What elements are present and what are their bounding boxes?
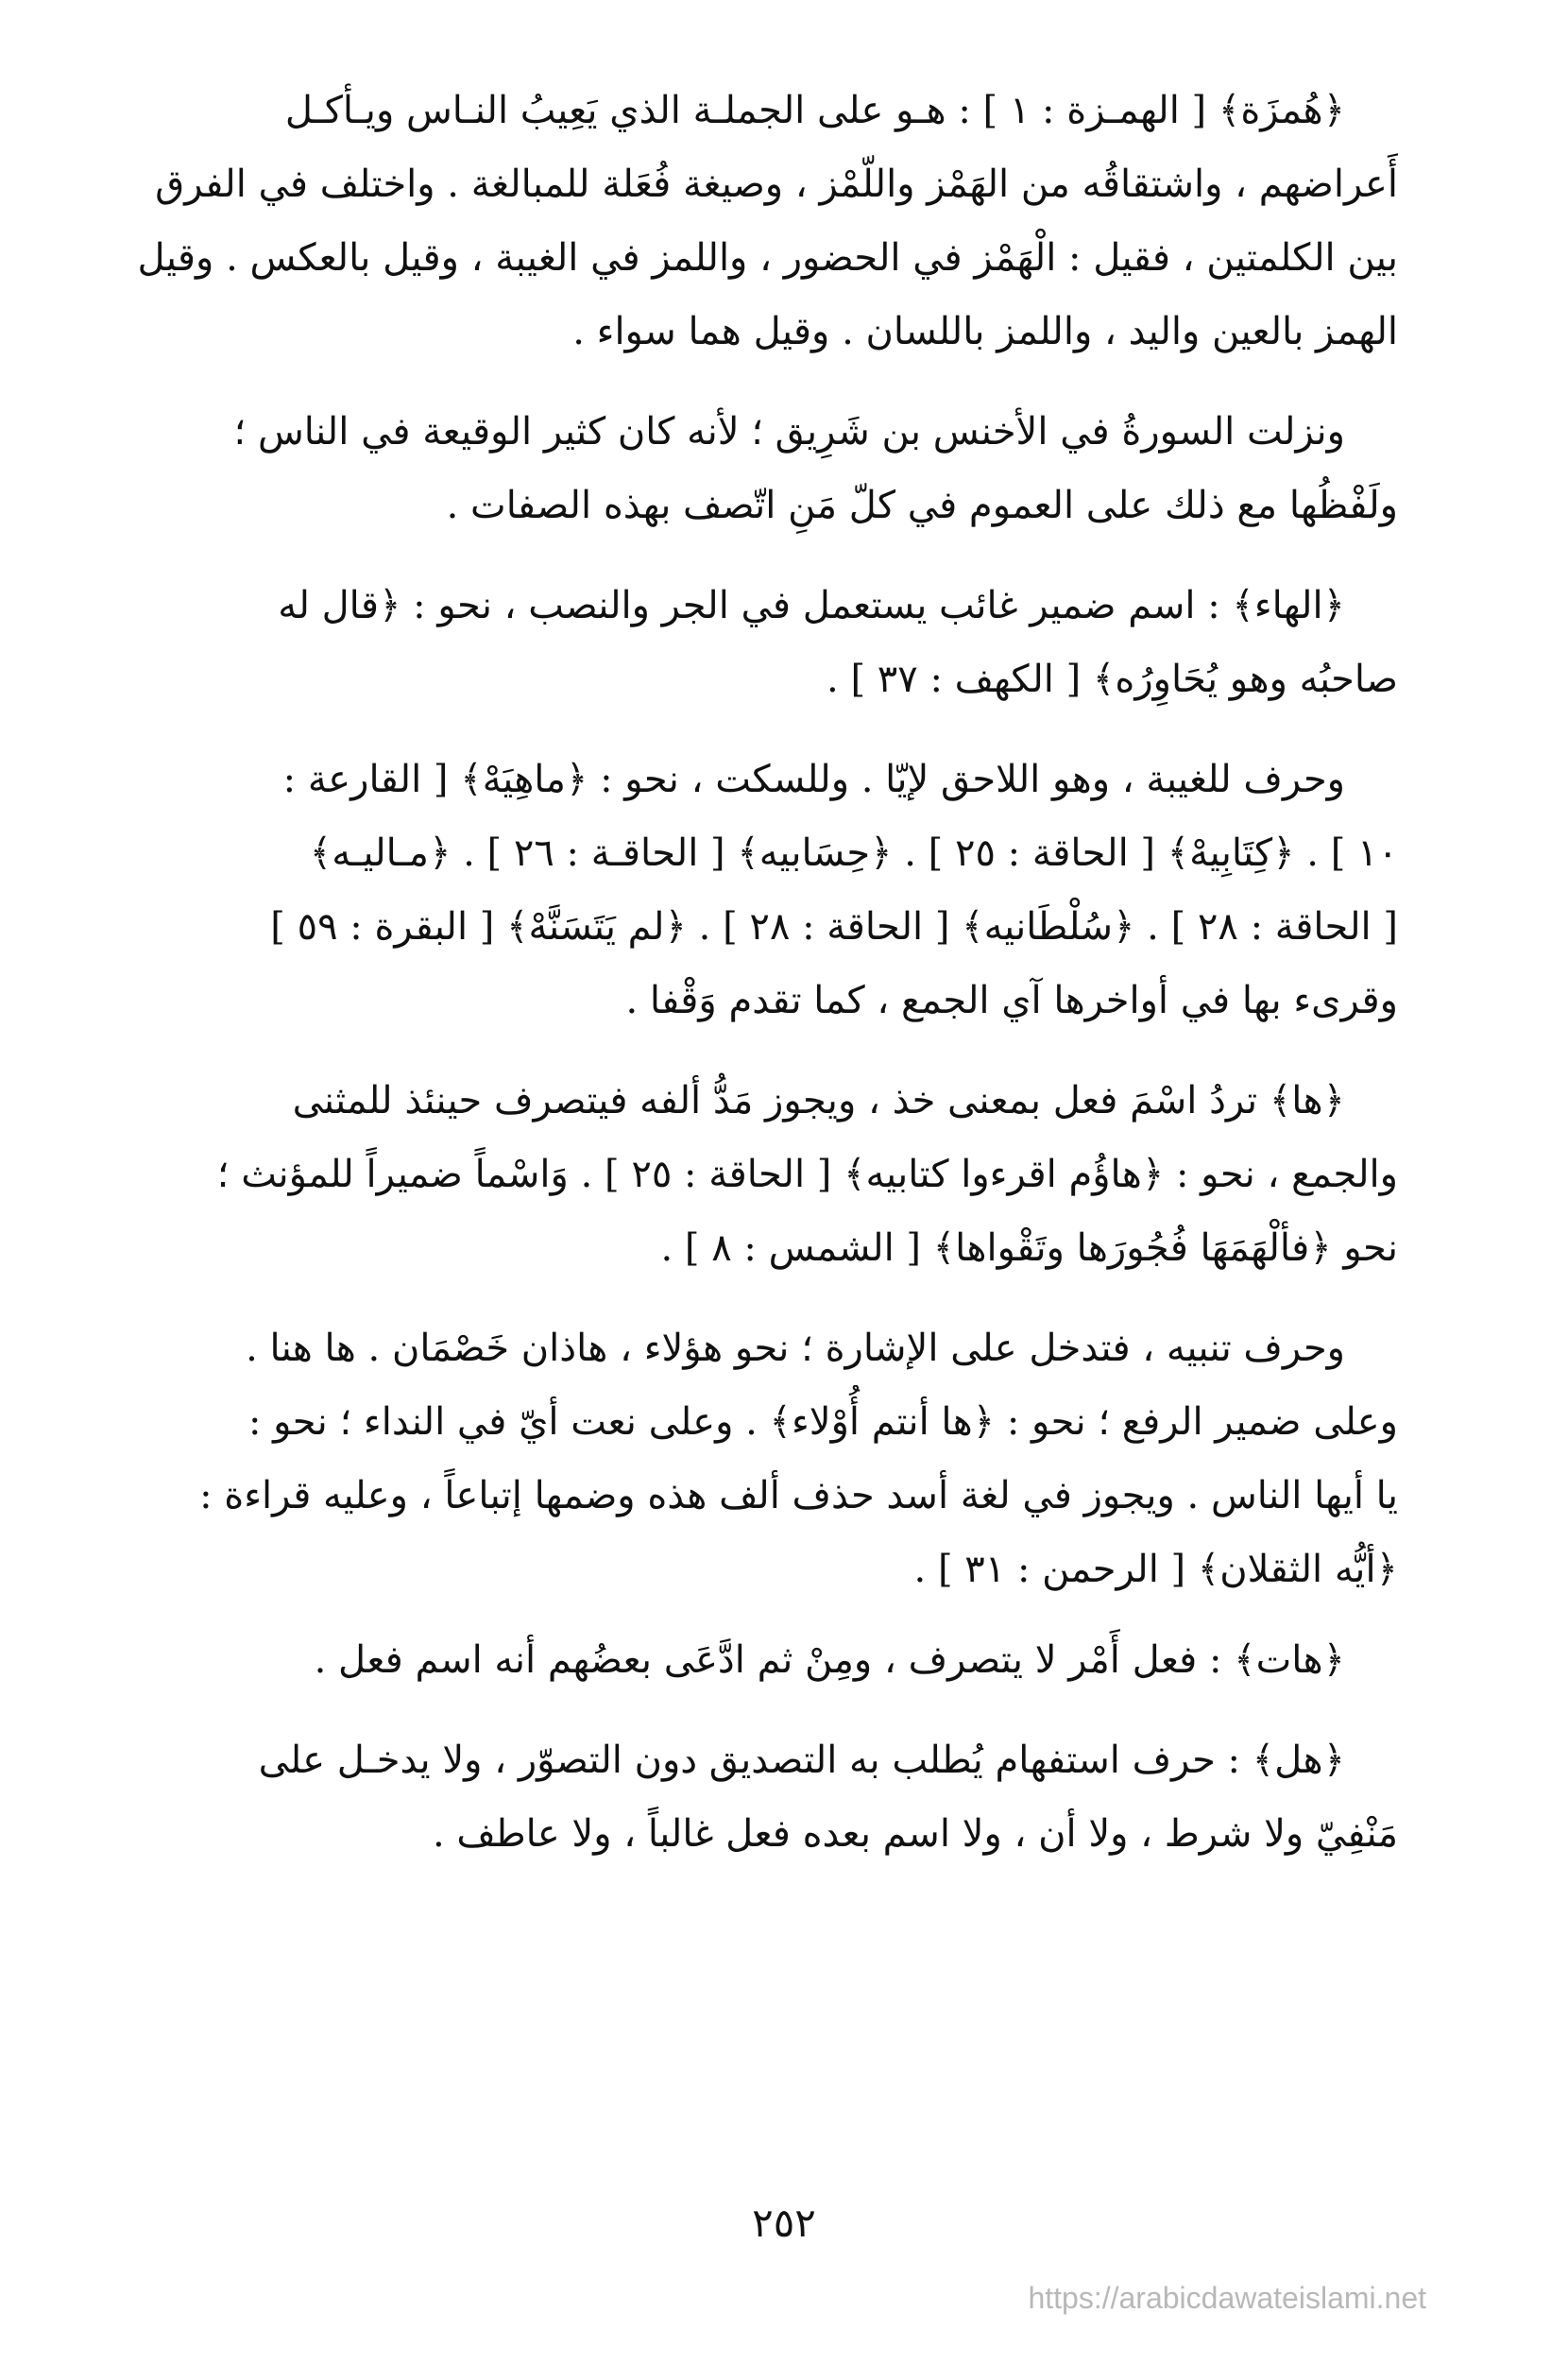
text-line: ﴿ها﴾ تردُ اسْمَ فعل بمعنى خذ ، ويجوز مَدُّ ألفه فيتصرف حينئذ للمثنى bbox=[292, 1079, 1345, 1122]
watermark-url: https://arabicdawateislami.net bbox=[1028, 2281, 1426, 2315]
text-line: ﴿هات﴾ : فعل أَمْر لا يتصرف ، ومِنْ ثم ادَّعَى بعضُهم أنه اسم فعل . bbox=[314, 1638, 1345, 1682]
text-line: صاحبُه وهو يُحَاوِرُه﴾ [ الكهف : ٣٧ ] . bbox=[827, 658, 1398, 701]
paragraph-haa bbox=[85, 569, 1398, 716]
page-body bbox=[85, 74, 1398, 1871]
text-line: ﴿أيُّه الثقلان﴾ [ الرحمن : ٣١ ] . bbox=[913, 1548, 1398, 1591]
text-line: ﴿هُمزَة﴾ [ الهمـزة : ١ ] : هـو على الجملـة الذي يَعِيبُ النـاس ويـأكـل bbox=[284, 89, 1345, 132]
paragraph-haa-ghayba bbox=[85, 743, 1398, 1037]
text-line: ولَفْظُها مع ذلك على العموم في كلّ مَنِ اتّصف بهذه الصفات . bbox=[446, 484, 1398, 527]
text-line: وحرف للغيبة ، وهو اللاحق لإيّا . وللسكت ، نحو : ﴿ماهِيَهْ﴾ [ القارعة : bbox=[282, 758, 1345, 801]
paragraph-humaza bbox=[85, 74, 1398, 368]
text-line: يا أيها الناس . ويجوز في لغة أسد حذف ألف هذه وضمها إتباعاً ، وعليه قراءة : bbox=[199, 1474, 1398, 1517]
text-line: مَنْفِيّ ولا شرط ، ولا أن ، ولا اسم بعده فعل غالباً ، ولا عاطف . bbox=[432, 1812, 1398, 1856]
paragraph-hat bbox=[85, 1623, 1398, 1697]
text-line: أَعراضهم ، واشتقاقُه من الهَمْز واللّمْز ، وصيغة فُعَلة للمبالغة . واختلف في الفرق bbox=[155, 163, 1398, 206]
paragraph-ha bbox=[85, 1064, 1398, 1285]
text-line: ﴿هل﴾ : حرف استفهام يُطلب به التصديق دون التصوّر ، ولا يدخـل على bbox=[258, 1739, 1345, 1782]
text-line: نحو ﴿فألْهَمَهَا فُجُورَها وتَقْواها﴾ [ الشمس : ٨ ] . bbox=[660, 1226, 1398, 1270]
paragraph-revelation bbox=[85, 395, 1398, 542]
text-line: [ الحاقة : ٢٨ ] . ﴿سُلْطَانيه﴾ [ الحاقة : ٢٨ ] . ﴿لم يَتَسَنَّهْ﴾ [ البقرة : ٥٩ ] bbox=[270, 905, 1398, 949]
paragraph-hal bbox=[85, 1723, 1398, 1871]
text-line: وقرىء بها في أواخرها آي الجمع ، كما تقدم وَقْفا . bbox=[625, 979, 1398, 1022]
text-line: ونزلت السورةُ في الأخنس بن شَرِيق ؛ لأنه كان كثير الوقيعة في الناس ؛ bbox=[233, 410, 1345, 454]
text-line: ١٠ ] . ﴿كِتَابِيهْ﴾ [ الحاقة : ٢٥ ] . ﴿حِسَابيه﴾ [ الحاقـة : ٢٦ ] . ﴿مـاليـه﴾ bbox=[309, 831, 1398, 875]
text-line: ﴿الهاء﴾ : اسم ضمير غائب يستعمل في الجر والنصب ، نحو : ﴿قال له bbox=[278, 584, 1345, 627]
page-number: ٢٥٢ bbox=[752, 2200, 816, 2246]
text-line: والجمع ، نحو : ﴿هاؤُم اقرءوا كتابيه﴾ [ الحاقة : ٢٥ ] . وَاسْماً ضميراً للمؤنث ؛ bbox=[216, 1153, 1398, 1196]
text-line: الهمز بالعين واليد ، واللمز باللسان . وقيل هما سواء . bbox=[572, 310, 1398, 353]
text-line: بين الكلمتين ، فقيل : الْهَمْز في الحضور ، واللمز في الغيبة ، وقيل بالعكس . وقيل bbox=[137, 236, 1398, 280]
paragraph-ha-tanbih bbox=[85, 1311, 1398, 1606]
text-line: وحرف تنبيه ، فتدخل على الإشارة ؛ نحو هؤلاء ، هاذان خَصْمَان . ها هنا . bbox=[246, 1327, 1345, 1370]
text-line: وعلى ضمير الرفع ؛ نحو : ﴿ها أنتم أُوْلاء﴾ . وعلى نعت أيّ في النداء ؛ نحو : bbox=[247, 1400, 1398, 1444]
